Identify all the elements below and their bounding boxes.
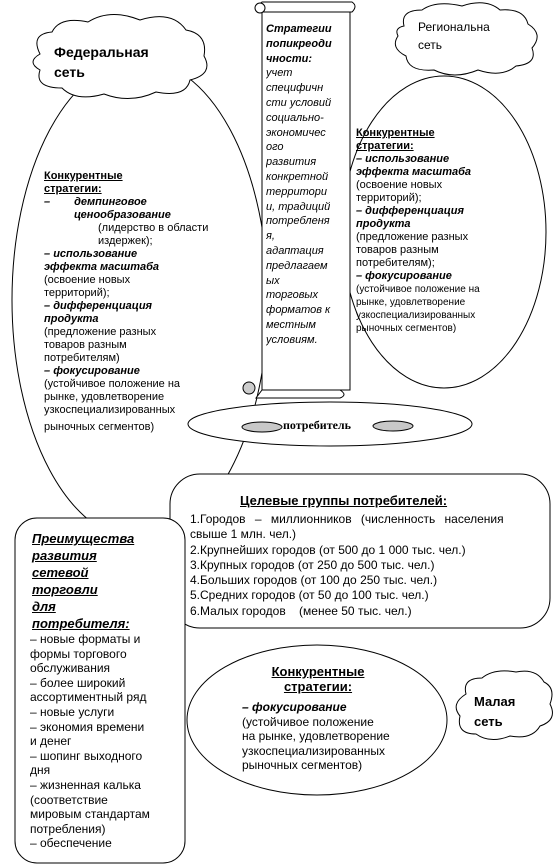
federal-item-4-title: – фокусирование [44, 365, 140, 377]
regional-strategies: Конкурентные стратегии: – использование эффекта масштаба (освоение новых территорий); – дифференциация продукта (предложение разных товаров разным потребителям); – фокусирование (устойчивое положение на рынке, удовлетворение узкоспециализированных рыночных сегментов) [356, 127, 480, 334]
small-strategies-title: Конкурентные стратегии: [271, 664, 365, 694]
federal-cloud-label: Федеральная сеть [54, 44, 149, 80]
federal-strategies: Конкурентные стратегии: – демпинговое ценообразование (лидерство в области издержек); – использование эффекта масштаба (освоение новых территорий); – дифференциация продукта (предложение разных товаров разным потребителям) – фокусирование (устойчивое положение на рынке, удовлетворение узкоспециализированных рыночных сегментов) [44, 170, 209, 433]
consumer-right-blob [373, 421, 413, 431]
federal-item-3-title: – дифференциация [44, 300, 153, 312]
scroll-text: Стратегии попикреоди чности: учет специфичн сти условий социально- экономичес ого развития конкретной территори и, традиций потребленя я, адаптация предлагаем ых торговых форматов к местным условиям. [266, 23, 332, 346]
federal-item-1-title: – демпинговое [44, 196, 147, 208]
small-strategies-list: – фокусирование (устойчивое положение на рынке, удовлетворение узкоспециализированных рыночных сегментов) [242, 700, 390, 772]
target-groups-title: Целевые группы потребителей: [240, 493, 448, 508]
federal-item-2-title: – использование [44, 248, 138, 260]
advantages-list: – новые форматы и формы торгового обслуживания – более широкий ассортиментный ряд – новые услуги – экономия времени и денег – шопинг выходного дня – жизненная калька (соответствие мировым стандартам потребления) – обеспечение [30, 632, 150, 851]
consumer-left-blob [242, 422, 282, 432]
regional-cloud-label: Региональна сеть [418, 20, 490, 52]
target-groups-list: 1.Городов – миллионников (численность населения свыше 1 млн. чел.) 2.Крупнейших городов (от 500 до 1 000 тыс. чел.) 3.Крупных городов (от 250 до 500 тыс. чел.) 4.Больших городов (от 100 до 250 тыс. чел.) 5.Средних городов (от 50 до 100 тыс. чел.) 6.Малых городов (менее 50 тыс. чел.) [190, 512, 504, 618]
advantages-title: Преимущества развития сетевой торговли для потребителя: [32, 531, 135, 631]
small-cloud-label: Малая сеть [474, 694, 516, 729]
consumer-label: потребитель [283, 418, 352, 432]
